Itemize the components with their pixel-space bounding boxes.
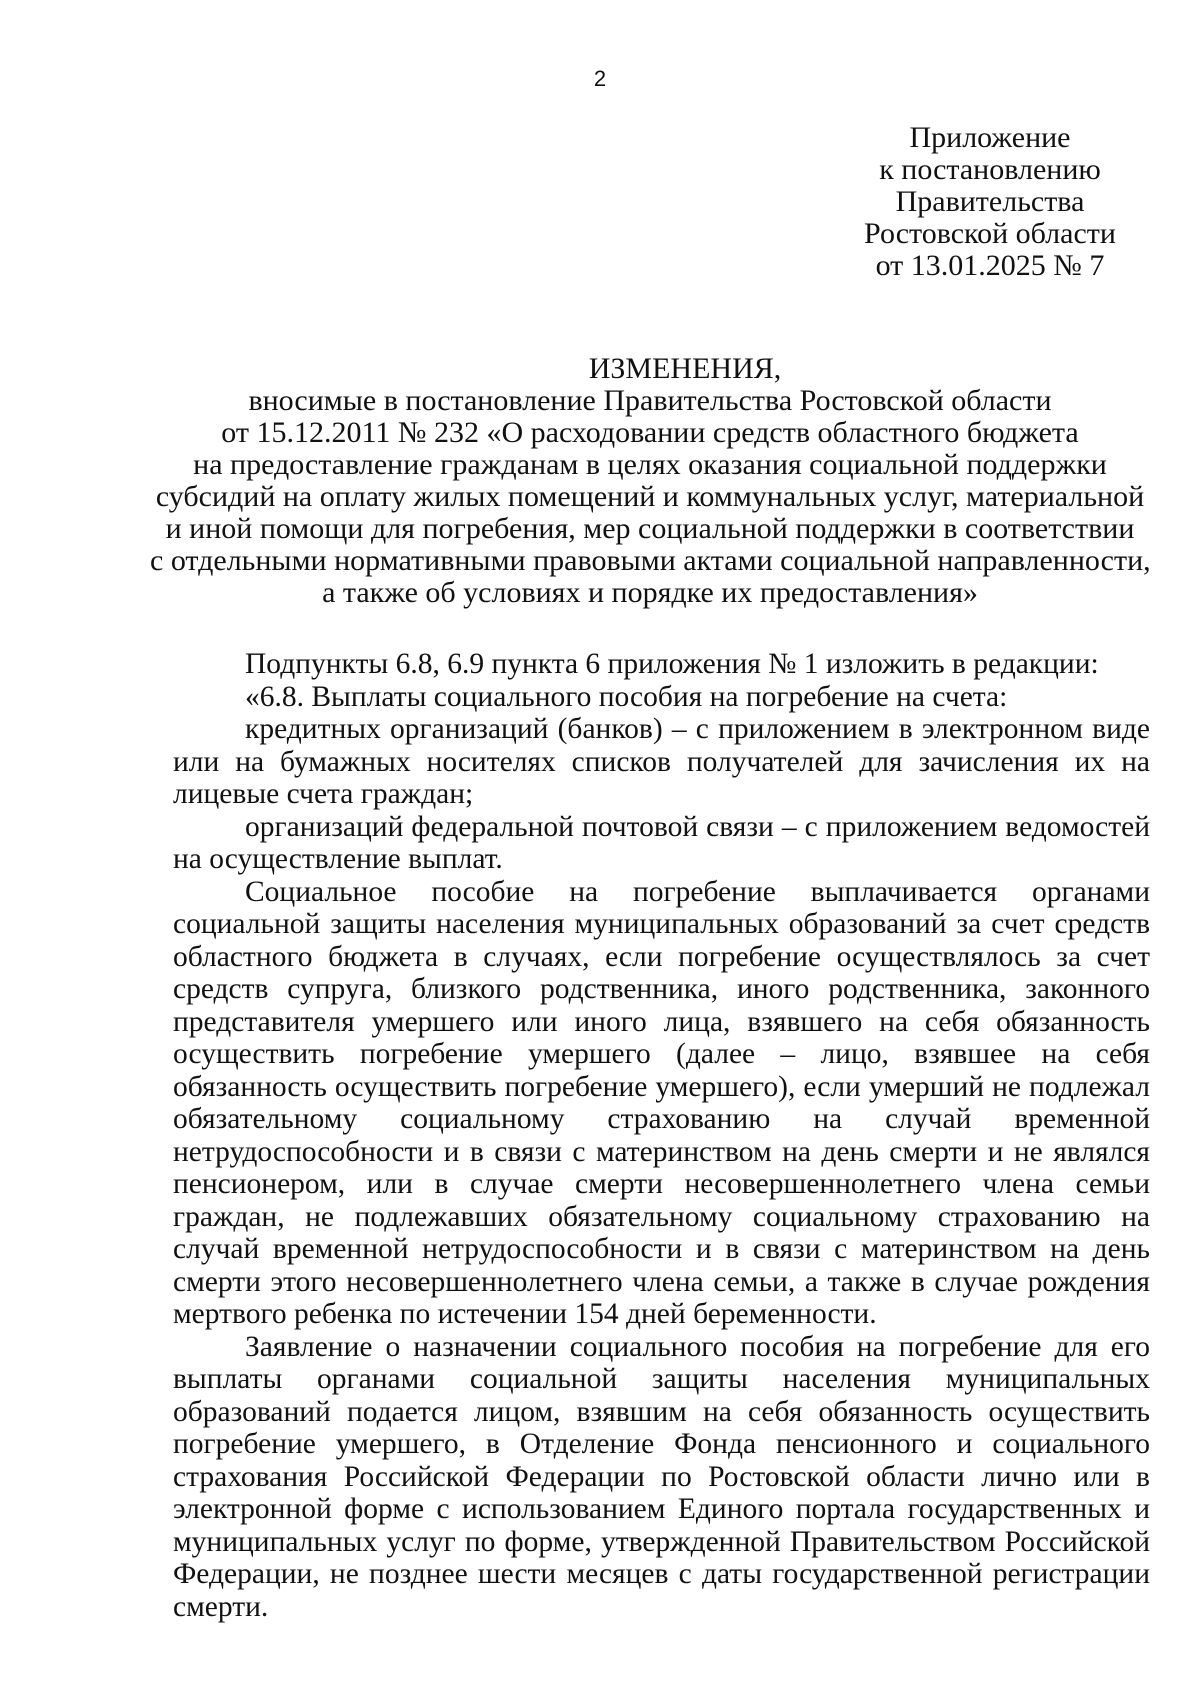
paragraph: Заявление о назначении социального пособия на погребение для его выплаты органами социальной защиты населения муниципальных образований подается лицом, взявшим на себя обязанность осуществить погребение умершего, в Отделение Фонда пенсионного и социального страхования Российской Федерации по Ростовской области лично или в электронной форме с использованием Единого портала государственных и муниципальных услуг по форме, утвержденной Правительством Российской Федерации, не позднее шести месяцев с даты государственной регистрации смерти. [173, 1330, 1150, 1623]
subtitle-line: и иной помощи для погребения, мер социальной поддержки в соответствии [165, 512, 1135, 545]
subtitle-line: субсидий на оплату жилых помещений и коммунальных услуг, материальной [155, 480, 1145, 513]
subtitle-line: с отдельными нормативными правовыми актами социальной направленности, [150, 544, 1151, 577]
paragraph: Социальное пособие на погребение выплачивается органами социальной защиты населения муниципальных образований за счет средств областного бюджета в случаях, если погребение осуществлялось за счет средств супруга, близкого родственника, иного родственника, законного представителя умершего или иного лица, взявшего на себя обязанность осуществить погребение умершего (далее – лицо, взявшее на себя обязанность осуществить погребение умершего), если умерший не подлежал обязательному социальному страхованию на случай временной нетрудоспособности и в связи с материнством на день смерти и не являлся пенсионером, или в случае смерти несовершеннолетнего члена семьи граждан, не подлежавших обязательному социальному страхованию на случай временной нетрудоспособности и в связи с материнством на день смерти этого несовершеннолетнего члена семьи, а также в случае рождения мертвого ребенка по истечении 154 дней беременности. [173, 875, 1150, 1330]
document-title: ИЗМЕНЕНИЯ, [588, 352, 782, 385]
subtitle-line: вносимые в постановление Правительства Ростовской области [248, 384, 1052, 417]
appendix-line: Приложение [909, 121, 1071, 154]
title-block [150, 353, 1150, 609]
page-number: 2 [593, 66, 607, 91]
appendix-line: от 13.01.2025 № 7 [875, 249, 1105, 282]
paragraph: кредитных организаций (банков) – с приложением в электронном виде или на бумажных носителях списков получателей для зачисления их на лицевые счета граждан; [173, 713, 1150, 810]
appendix-line: Правительства [895, 185, 1085, 218]
subtitle-line: а также об условиях и порядке их предоставления» [322, 576, 978, 609]
appendix-block [840, 122, 1140, 282]
paragraph: организаций федеральной почтовой связи – с приложением ведомостей на осуществление выплат. [173, 810, 1150, 875]
paragraph: Подпункты 6.8, 6.9 пункта 6 приложения № 1 изложить в редакции: [245, 648, 1099, 680]
paragraph: «6.8. Выплаты социального пособия на погребение на счета: [245, 680, 1008, 713]
subtitle-line: на предоставление гражданам в целях оказания социальной поддержки [193, 448, 1107, 481]
subtitle-line: от 15.12.2011 № 232 «О расходовании средств областного бюджета [221, 416, 1079, 449]
appendix-line: к постановлению [879, 153, 1101, 186]
document-body [173, 648, 1150, 1623]
appendix-line: Ростовской области [864, 217, 1116, 250]
